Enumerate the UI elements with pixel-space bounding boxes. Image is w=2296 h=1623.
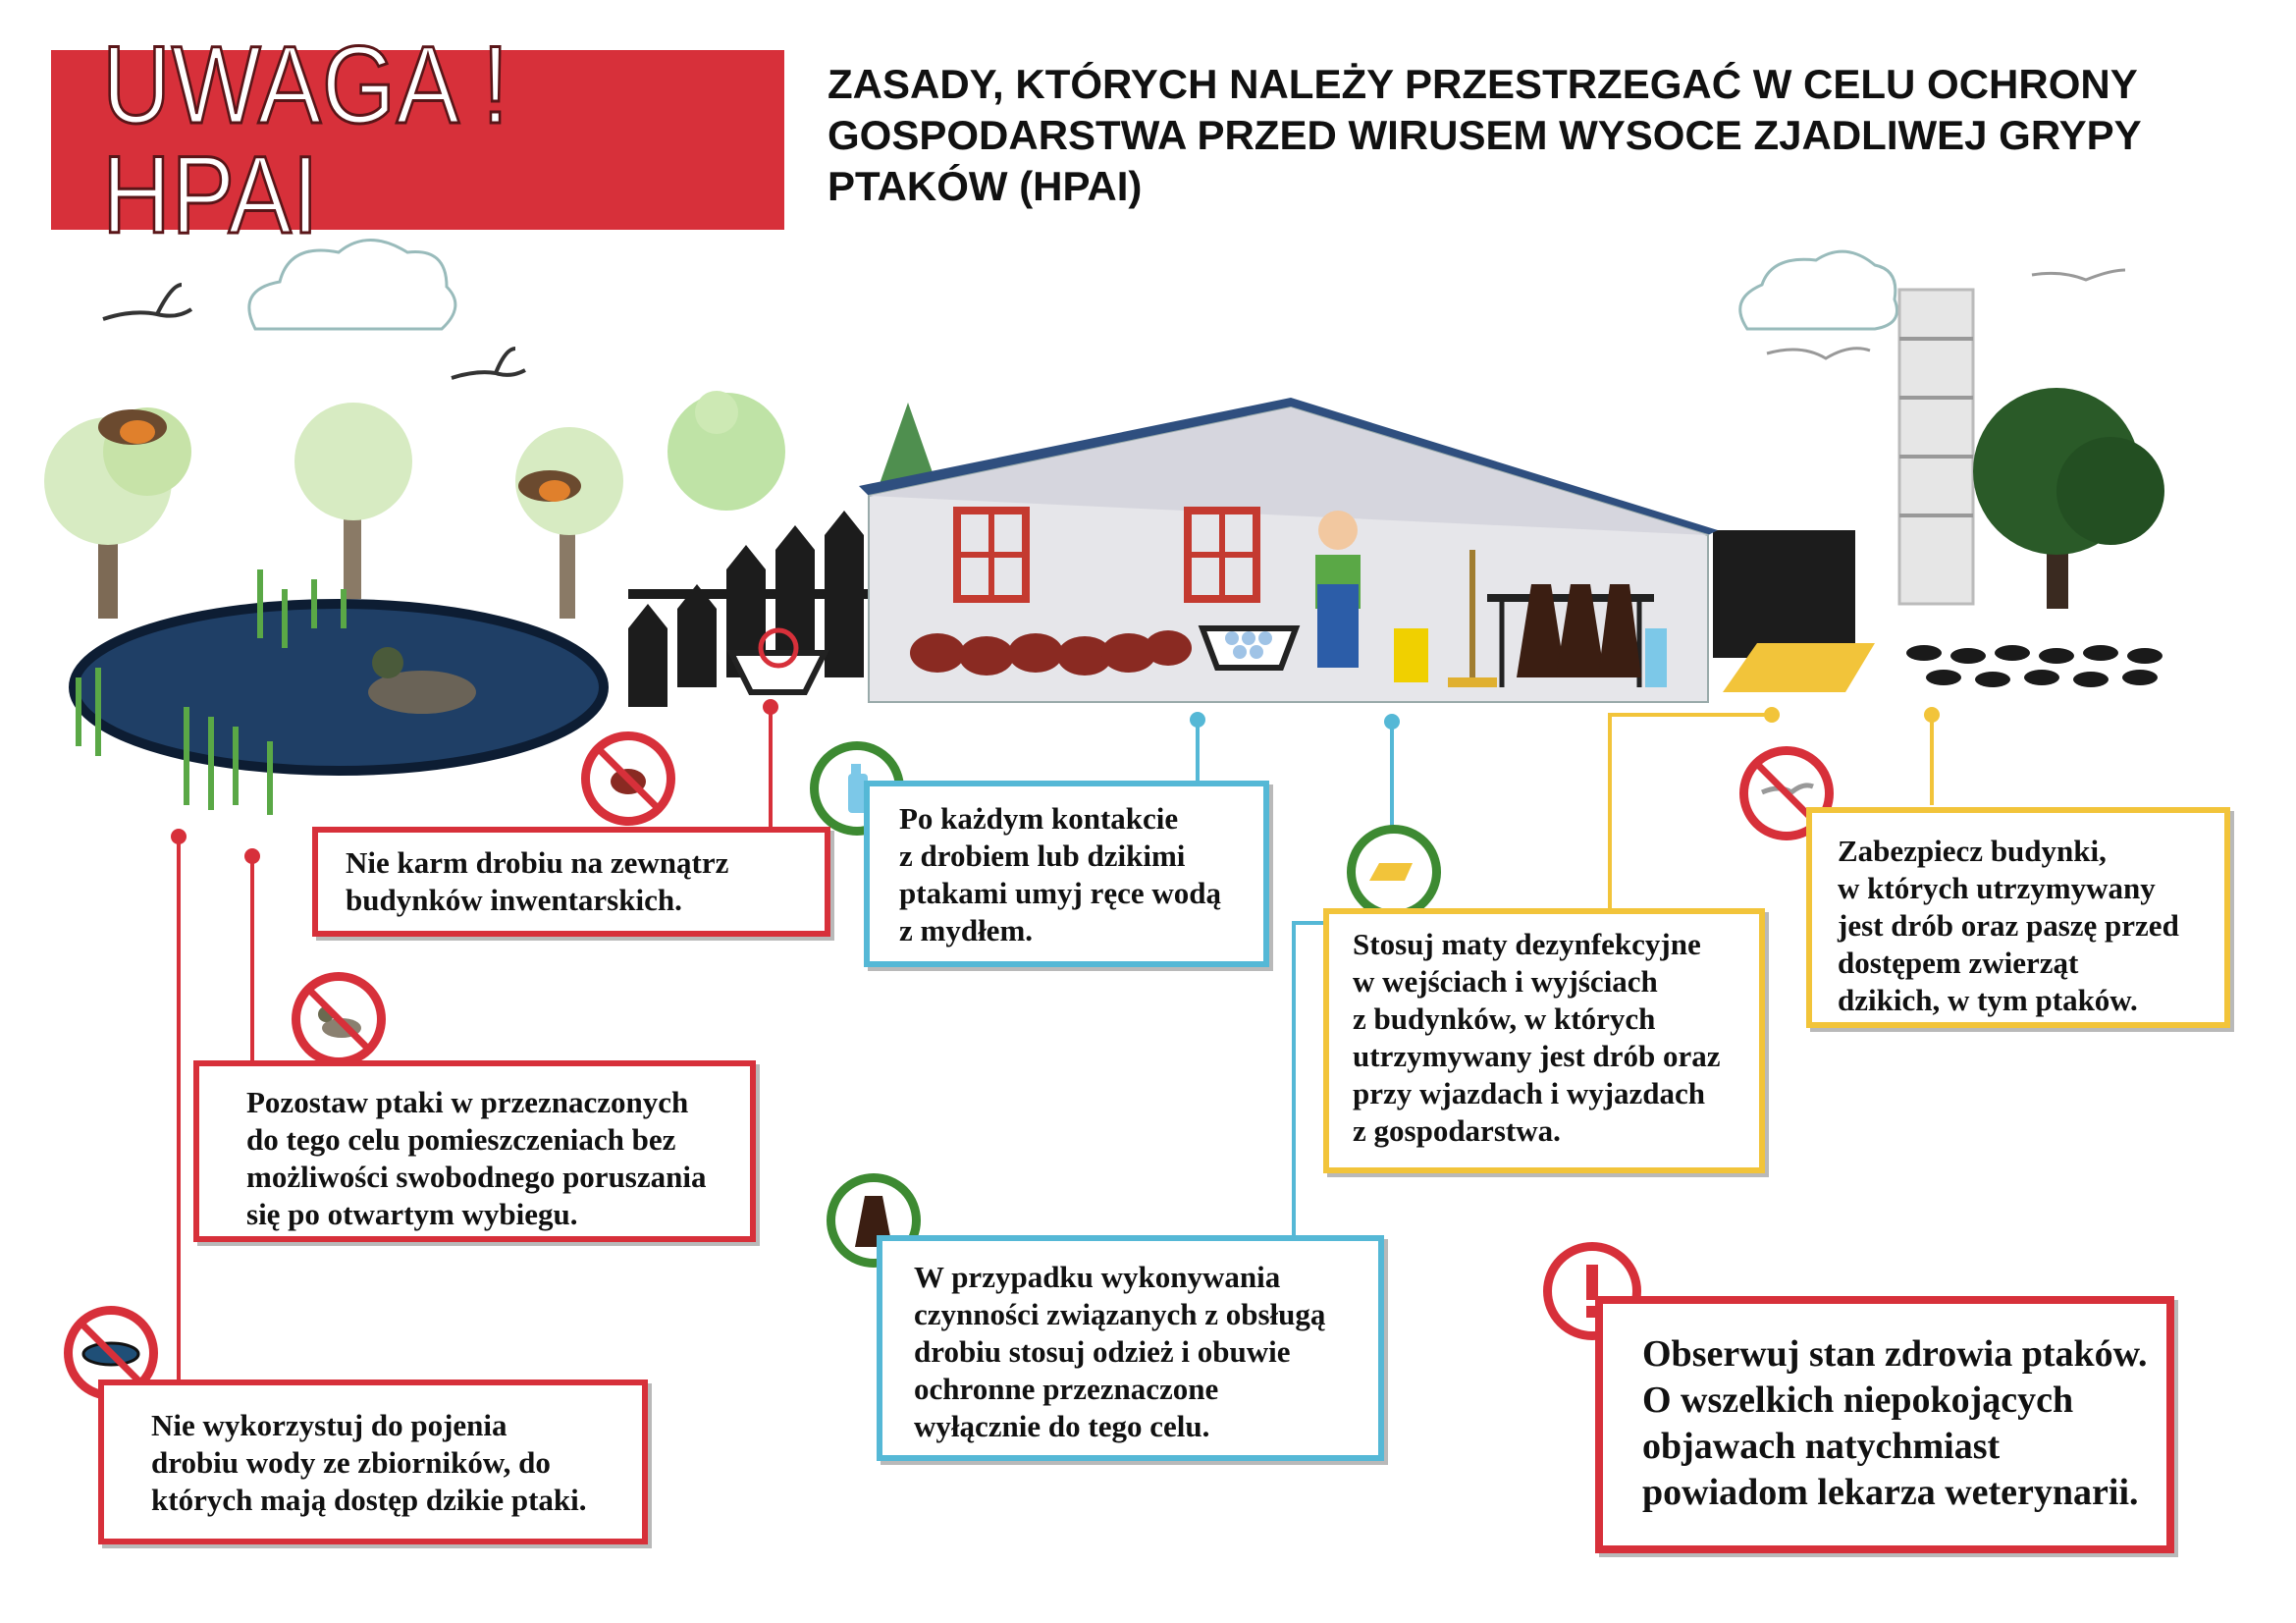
cloud-icon [1740, 251, 1897, 329]
rule-confine-box [193, 1060, 756, 1242]
rule-line: dzikich, w tym ptaków. [1838, 983, 2138, 1017]
rule-line: do tego celu pomieszczeniach bez [246, 1122, 676, 1157]
rule-line: W przypadku wykonywania [914, 1260, 1281, 1294]
pond-icon [74, 569, 604, 815]
rule-feeding-box [312, 827, 830, 937]
rule-line: O wszelkich niepokojących [1642, 1380, 2074, 1421]
rule-line: w wejściach i wyjściach [1353, 964, 1658, 999]
rule-line: budynków inwentarskich. [346, 883, 682, 917]
rule-line: dostępem zwierząt [1838, 946, 2079, 980]
rule-mats-box [1323, 908, 1765, 1173]
rule-line: wyłącznie do tego celu. [914, 1409, 1210, 1443]
rule-line: Nie wykorzystuj do pojenia [151, 1408, 507, 1442]
rule-line: Stosuj maty dezynfekcyjne [1353, 927, 1701, 961]
rule-line: możliwości swobodnego poruszania [246, 1160, 707, 1194]
page-headline: ZASADY, KTÓRYCH NALEŻY PRZESTRZEGAĆ W CELU OCHRONY GOSPODARSTWA PRZED WIRUSEM WYSOCE ZJADLIWEJ GRYPY PTAKÓW (HPAI) [828, 61, 2141, 209]
banner-title: UWAGA ! HPAI [102, 23, 509, 256]
rule-line: utrzymywany jest drób oraz [1353, 1039, 1721, 1073]
rule-line: drobiu stosuj odzież i obuwie [914, 1334, 1291, 1369]
poultry-barn [859, 398, 1718, 702]
rule-line: Po każdym kontakcie [899, 801, 1179, 836]
rule-line: z mydłem. [899, 913, 1034, 947]
rule-line: jest drób oraz paszę przed [1838, 908, 2179, 943]
rule-secure-box [1806, 807, 2230, 1028]
rule-line: Zabezpiecz budynki, [1838, 834, 2107, 868]
rule-handwash-box [864, 781, 1269, 967]
no-duck-icon [292, 972, 386, 1066]
rule-line: ochronne przeznaczone [914, 1372, 1219, 1406]
rule-line: Nie karm drobiu na zewnątrz [346, 845, 729, 880]
rule-observe-box [1595, 1296, 2174, 1553]
rule-line: objawach natychmiast [1642, 1426, 2001, 1467]
silo-icon [1899, 290, 1973, 604]
rule-line: z gospodarstwa. [1353, 1113, 1561, 1148]
rule-line: się po otwartym wybiegu. [246, 1197, 578, 1231]
rule-line: ptakami umyj ręce wodą [899, 876, 1222, 910]
rule-clothing-box [877, 1235, 1384, 1461]
rule-line: których mają dostęp dzikie ptaki. [151, 1483, 587, 1517]
rule-line: z budynków, w których [1353, 1001, 1656, 1036]
rule-line: powiadom lekarza weterynarii. [1642, 1472, 2139, 1513]
rule-line: przy wjazdach i wyjazdach [1353, 1076, 1706, 1110]
no-chicken-icon [581, 731, 675, 826]
rule-line: czynności związanych z obsługą [914, 1297, 1326, 1331]
rule-line: w których utrzymywany [1838, 871, 2156, 905]
rule-water-box [98, 1380, 648, 1544]
cloud-icon [249, 241, 455, 330]
rule-line: Obserwuj stan zdrowia ptaków. [1642, 1333, 2148, 1375]
tree-icon [1973, 388, 2164, 609]
disinfection-mat-icon [1347, 825, 1441, 919]
stepping-stones [1906, 645, 2163, 687]
rule-line: z drobiem lub dzikimi [899, 839, 1186, 873]
rule-line: drobiu wody ze zbiorników, do [151, 1445, 551, 1480]
rule-line: Pozostaw ptaki w przeznaczonych [246, 1085, 689, 1119]
